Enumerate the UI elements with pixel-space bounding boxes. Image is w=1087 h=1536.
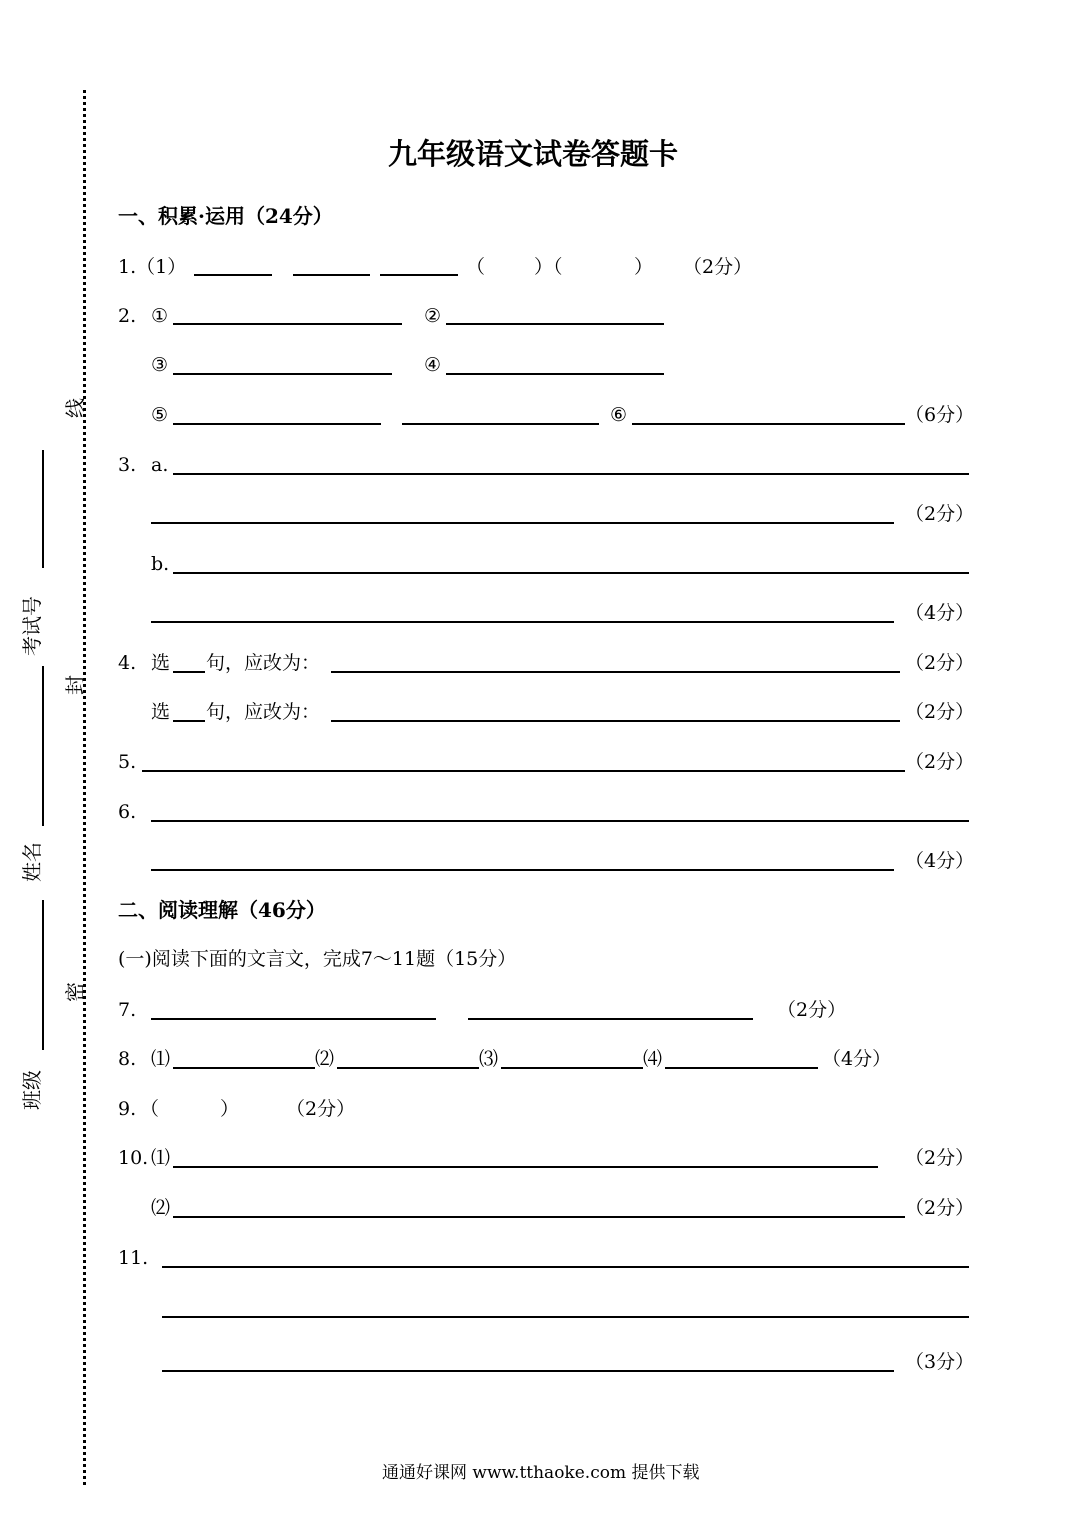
q6-blank-1[interactable] xyxy=(151,820,969,822)
q11-blank-3[interactable] xyxy=(162,1370,894,1372)
q3-b-label: b. xyxy=(151,553,170,575)
q4-row1-text: 句，应改为： xyxy=(206,652,321,674)
q8-blank-2[interactable] xyxy=(337,1067,479,1069)
q9-paren-open: （ xyxy=(140,1098,160,1120)
section1-heading: 一、积累·运用（24分） xyxy=(118,204,333,228)
q8-part-1: ⑴ xyxy=(151,1048,171,1070)
q10-part-2: ⑵ xyxy=(151,1197,171,1219)
q8-score: （4分） xyxy=(822,1048,892,1070)
q3-a-score: （2分） xyxy=(905,503,975,525)
q2-score: （6分） xyxy=(905,404,975,426)
q2-number: 2. xyxy=(118,305,137,327)
q4-row1-choose: 选 xyxy=(151,652,171,674)
binding-label-seal: 封 xyxy=(63,675,87,695)
q2-blank-6[interactable] xyxy=(632,423,905,425)
q2-mark-4: ④ xyxy=(424,354,442,376)
page-title: 九年级语文试卷答题卡 xyxy=(388,137,679,171)
q8-part-2: ⑵ xyxy=(315,1048,335,1070)
q4-row2-answer-blank[interactable] xyxy=(331,720,900,722)
binding-label-secret: 密 xyxy=(63,982,87,1002)
q2-blank-5a[interactable] xyxy=(173,423,381,425)
q8-blank-1[interactable] xyxy=(173,1067,315,1069)
q1-blank-1[interactable] xyxy=(194,274,272,276)
q7-blank-1[interactable] xyxy=(151,1018,436,1020)
q2-mark-5: ⑤ xyxy=(151,404,169,426)
q3-b-score: （4分） xyxy=(905,602,975,624)
q3-a-label: a. xyxy=(151,454,169,476)
q7-score: （2分） xyxy=(777,999,847,1021)
q11-score: （3分） xyxy=(905,1351,975,1373)
q8-part-3: ⑶ xyxy=(479,1048,499,1070)
q10-number: 10. xyxy=(118,1147,149,1169)
exam-no-label: 考试号 xyxy=(20,596,44,656)
q4-row2-sentence-blank[interactable] xyxy=(173,720,205,722)
q10-part-1: ⑴ xyxy=(151,1147,171,1169)
q4-row1-answer-blank[interactable] xyxy=(331,671,900,673)
q1-blank-2[interactable] xyxy=(293,274,370,276)
q1-number: 1.（1） xyxy=(118,256,187,278)
q2-mark-1: ① xyxy=(151,305,169,327)
q1-paren-close: ） xyxy=(634,256,654,278)
q1-paren-mid: ）（ xyxy=(534,256,563,278)
q6-blank-2[interactable] xyxy=(151,869,894,871)
q2-mark-3: ③ xyxy=(151,354,169,376)
q5-score: （2分） xyxy=(905,751,975,773)
q3-b-blank-1[interactable] xyxy=(173,572,969,574)
q1-paren-open: （ xyxy=(466,256,486,278)
q2-blank-4[interactable] xyxy=(446,373,664,375)
q10-score-2: （2分） xyxy=(905,1197,975,1219)
name-line xyxy=(42,666,44,826)
q2-blank-1[interactable] xyxy=(173,323,402,325)
q10-blank-1[interactable] xyxy=(173,1166,878,1168)
q11-blank-2[interactable] xyxy=(162,1316,969,1318)
q2-blank-2[interactable] xyxy=(446,323,664,325)
q4-row2-score: （2分） xyxy=(905,701,975,723)
q7-number: 7. xyxy=(118,999,137,1021)
q5-blank[interactable] xyxy=(142,770,905,772)
q9-score: （2分） xyxy=(286,1098,356,1120)
q10-blank-2[interactable] xyxy=(173,1216,905,1218)
q10-score-1: （2分） xyxy=(905,1147,975,1169)
page-footer: 通通好课网 www.tthaoke.com 提供下载 xyxy=(382,1463,700,1483)
q9-number: 9. xyxy=(118,1098,137,1120)
binding-dotted-line xyxy=(83,90,86,1485)
q3-b-blank-2[interactable] xyxy=(151,621,894,623)
q3-a-blank-2[interactable] xyxy=(151,522,894,524)
q11-blank-1[interactable] xyxy=(162,1266,969,1268)
exam-no-line xyxy=(42,450,44,568)
q7-blank-2[interactable] xyxy=(468,1018,753,1020)
q2-mark-6: ⑥ xyxy=(610,404,628,426)
section2-heading: 二、阅读理解（46分） xyxy=(118,898,326,922)
section2-sub1: (一)阅读下面的文言文，完成7～11题（15分） xyxy=(118,948,517,970)
q4-row2-choose: 选 xyxy=(151,701,171,723)
q11-number: 11. xyxy=(118,1247,149,1269)
q6-score: （4分） xyxy=(905,850,975,872)
q8-blank-4[interactable] xyxy=(665,1067,818,1069)
q4-number: 4. xyxy=(118,652,137,674)
q3-a-blank-1[interactable] xyxy=(173,473,969,475)
q3-number: 3. xyxy=(118,454,137,476)
q8-part-4: ⑷ xyxy=(643,1048,663,1070)
q5-number: 5. xyxy=(118,751,137,773)
q8-blank-3[interactable] xyxy=(501,1067,643,1069)
class-line xyxy=(42,900,44,1050)
q4-row2-text: 句，应改为： xyxy=(206,701,321,723)
q2-mark-2: ② xyxy=(424,305,442,327)
q2-blank-5b[interactable] xyxy=(402,423,599,425)
q4-row1-sentence-blank[interactable] xyxy=(173,671,205,673)
name-label: 姓名 xyxy=(20,842,44,882)
q8-number: 8. xyxy=(118,1048,137,1070)
binding-label-line: 线 xyxy=(63,398,87,418)
q4-row1-score: （2分） xyxy=(905,652,975,674)
q2-blank-3[interactable] xyxy=(173,373,392,375)
q1-blank-3[interactable] xyxy=(380,274,458,276)
q6-number: 6. xyxy=(118,801,137,823)
q1-score: （2分） xyxy=(683,256,753,278)
class-label: 班级 xyxy=(20,1070,44,1110)
q9-paren-close: ） xyxy=(220,1098,240,1120)
